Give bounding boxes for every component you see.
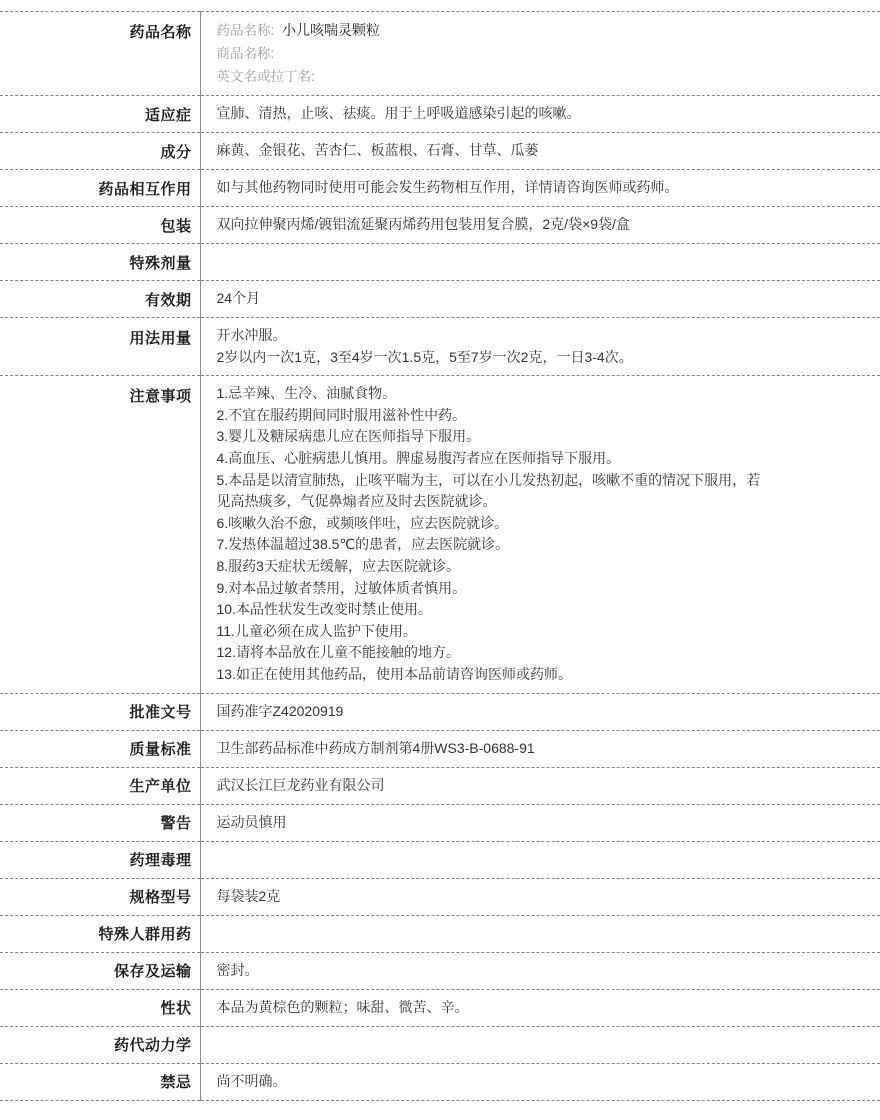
row-label: 用法用量: [0, 318, 200, 376]
row-label: 特殊人群用药: [0, 915, 200, 952]
row-label: 注意事项: [0, 376, 200, 693]
content-line: 麻黄、金银花、苦杏仁、板蓝根、石膏、甘草、瓜蒌: [216, 142, 539, 159]
content-line: 3.婴儿及糖尿病患儿应在医师指导下服用。: [216, 428, 481, 445]
row-value: [200, 1063, 880, 1100]
table-row-4: [0, 170, 880, 207]
row-label: 包装: [0, 207, 200, 244]
content-line: 2岁以内一次1克，3至4岁一次1.5克，5至7岁一次2克，一日3-4次。: [216, 348, 633, 365]
content-line: 7.发热体温超过38.5℃的患者，应去医院就诊。: [216, 536, 510, 553]
name-field-value: 小儿咳喘灵颗粒: [282, 22, 381, 38]
row-value: [200, 376, 880, 693]
content-line: 5.本品是以清宣肺热，止咳平喘为主，可以在小儿发热初起，咳嗽不重的情况下服用，若: [216, 471, 761, 488]
row-label: 警告: [0, 804, 200, 841]
table-row-9: [0, 376, 880, 693]
row-value: [200, 133, 880, 170]
row-label: 保存及运输: [0, 952, 200, 989]
table-row-20: [0, 1063, 880, 1100]
row-label: 特殊剂量: [0, 244, 200, 281]
content-line: 10.本品性状发生改变时禁止使用。: [216, 601, 432, 618]
content-line: 卫生部药品标准中药成方制剂第4册WS3-B-0688-91: [216, 739, 535, 756]
row-value: [200, 693, 880, 730]
table-row-5: [0, 207, 880, 244]
table-row-17: [0, 952, 880, 989]
name-field-label: 药品名称:: [216, 23, 275, 38]
content-line: 尚不明确。: [216, 1072, 287, 1089]
row-label: 成分: [0, 133, 200, 170]
row-label: 批准文号: [0, 693, 200, 730]
row-value: [200, 989, 880, 1026]
table-row-19: [0, 1026, 880, 1063]
row-label: 药品相互作用: [0, 170, 200, 207]
content-line: 12.请将本品放在儿童不能接触的地方。: [216, 644, 460, 661]
content-line: 运动员慎用: [216, 813, 287, 830]
row-label: 生产单位: [0, 767, 200, 804]
content-line: 见高热痰多，气促鼻煽者应及时去医院就诊。: [216, 493, 497, 510]
name-field-label: 英文名或拉丁名:: [216, 69, 315, 84]
row-value: [200, 96, 880, 133]
content-line: 宣肺、清热，止咳、祛痰。用于上呼吸道感染引起的咳嗽。: [216, 105, 581, 122]
content-line: 11.儿童必须在成人监护下使用。: [216, 622, 417, 639]
row-label: 有效期: [0, 281, 200, 318]
row-label: 质量标准: [0, 730, 200, 767]
row-label: 适应症: [0, 96, 200, 133]
table-row-13: [0, 804, 880, 841]
content-line: 9.对本品过敏者禁用，过敏体质者慎用。: [216, 579, 467, 596]
row-value: [200, 767, 880, 804]
row-label: 禁忌: [0, 1063, 200, 1100]
table-row-2: [0, 96, 880, 133]
table-row-18: [0, 989, 880, 1026]
content-line: 国药准字Z42020919: [216, 702, 344, 719]
table-row-12: [0, 767, 880, 804]
name-field-value: [315, 68, 319, 84]
name-field-value: [274, 45, 278, 61]
content-line: 密封。: [216, 961, 259, 978]
name-field-line: [217, 19, 869, 42]
row-value: [200, 878, 880, 915]
row-value: [200, 318, 880, 376]
table-row-7: [0, 281, 880, 318]
row-label: 性状: [0, 989, 200, 1026]
row-label: 药理毒理: [0, 841, 200, 878]
row-value: [200, 281, 880, 318]
table-row-15: [0, 878, 880, 915]
content-line: 1.忌辛辣、生冷、油腻食物。: [216, 385, 397, 402]
row-value: [200, 804, 880, 841]
content-line: 2.不宜在服药期间同时服用滋补性中药。: [216, 406, 467, 423]
content-line: 8.服药3天症状无缓解，应去医院就诊。: [216, 557, 460, 574]
table-row-11: [0, 730, 880, 767]
row-value: [200, 1026, 880, 1063]
content-line: 4.高血压、心脏病患儿慎用。脾虚易腹泻者应在医师指导下服用。: [216, 449, 621, 466]
content-line: 武汉长江巨龙药业有限公司: [216, 776, 385, 793]
row-value: [200, 170, 880, 207]
row-label: 药代动力学: [0, 1026, 200, 1063]
row-value: [200, 244, 880, 281]
drug-info-table-body: [0, 12, 880, 1101]
table-row-10: [0, 693, 880, 730]
name-field-line: [217, 65, 869, 88]
table-row-16: [0, 915, 880, 952]
table-row-1: [0, 12, 880, 96]
table-row-8: [0, 318, 880, 376]
row-value: [200, 915, 880, 952]
table-row-6: [0, 244, 880, 281]
table-row-3: [0, 133, 880, 170]
row-label: 药品名称: [0, 12, 200, 96]
row-value: [200, 207, 880, 244]
row-label: 规格型号: [0, 878, 200, 915]
row-value: [200, 730, 880, 767]
content-line: 13.如正在使用其他药品，使用本品前请咨询医师或药师。: [216, 665, 572, 682]
content-line: 本品为黄棕色的颗粒；味甜、微苦、辛。: [216, 998, 469, 1015]
name-field-line: [217, 42, 869, 65]
content-line: 6.咳嗽久治不愈，或频咳伴吐，应去医院就诊。: [216, 514, 509, 531]
name-field-label: 商品名称:: [216, 46, 275, 61]
content-line: 双向拉伸聚丙烯/镀铝流延聚丙烯药用包装用复合膜，2克/袋×9袋/盒: [216, 216, 630, 233]
content-line: 24个月: [216, 290, 261, 307]
row-value: [200, 12, 880, 96]
drug-info-table: [0, 11, 880, 1101]
content-line: 开水冲服。: [216, 327, 287, 343]
row-value: [200, 952, 880, 989]
content-line: 如与其他药物同时使用可能会发生药物相互作用，详情请咨询医师或药师。: [216, 179, 679, 196]
table-row-14: [0, 841, 880, 878]
row-value: [200, 841, 880, 878]
content-line: 每袋装2克: [216, 887, 281, 904]
